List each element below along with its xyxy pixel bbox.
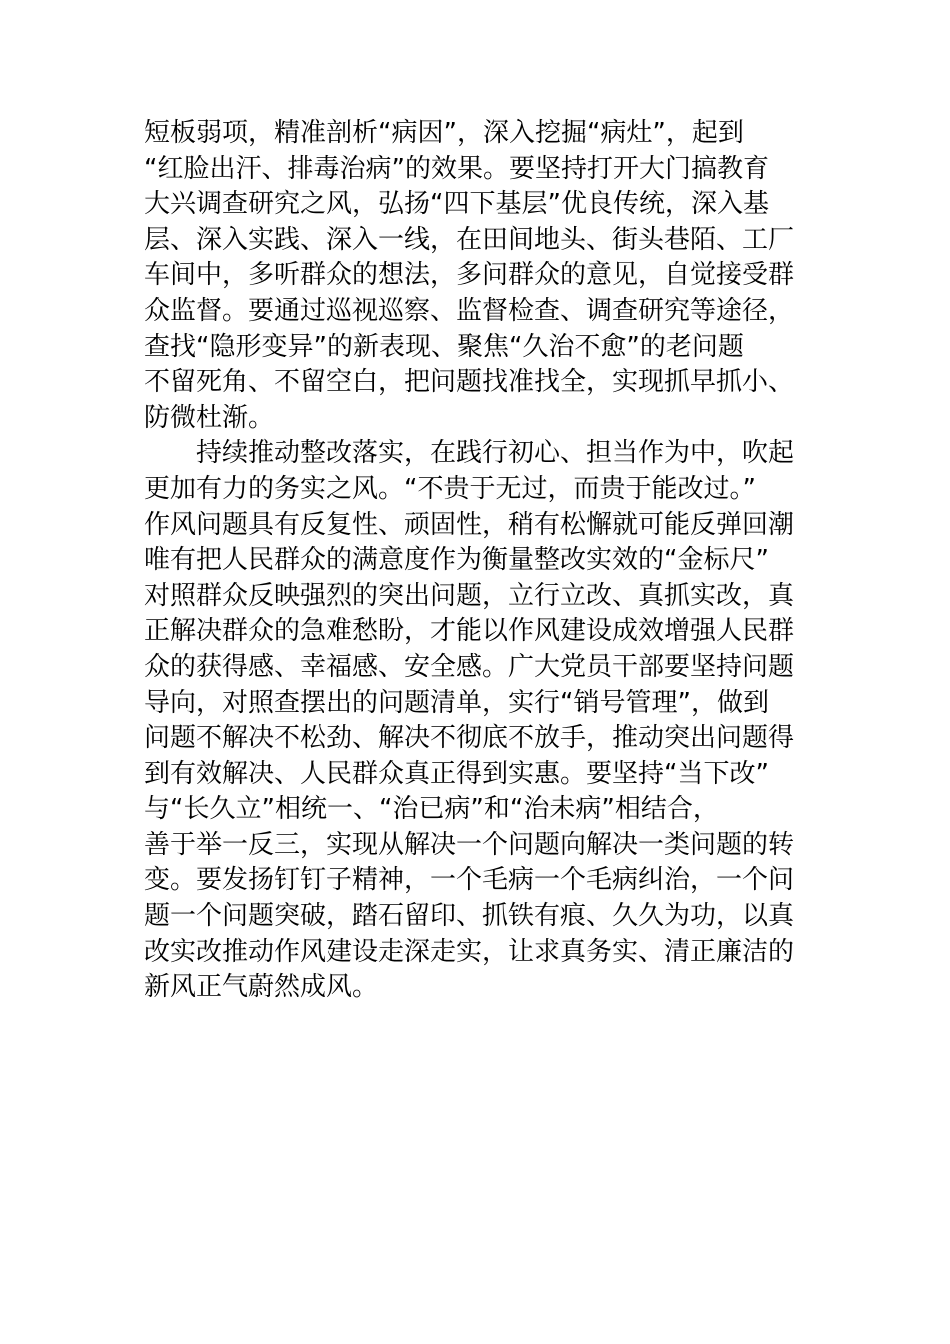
- text-line: 对照群众反映强烈的突出问题，立行立改、真抓实改，真: [144, 580, 795, 611]
- text-line: 问题不解决不松劲、解决不彻底不放手，推动突出问题得: [144, 723, 795, 754]
- text-line: 与“长久立”相统一、“治已病”和“治未病”相结合，: [144, 794, 719, 825]
- text-line: 车间中，多听群众的想法，多问群众的意见，自觉接受群: [144, 260, 795, 291]
- text-line: 防微杜渐。: [144, 402, 275, 433]
- body-text: [144, 116, 808, 1006]
- text-line: 新风正气蔚然成风。: [144, 972, 379, 1003]
- text-line: 不留死角、不留空白，把问题找准找全，实现抓早抓小、: [144, 367, 795, 398]
- text-line: 层、深入实践、深入一线，在田间地头、街头巷陌、工厂: [144, 224, 795, 255]
- text-line: 更加有力的务实之风。“不贵于无过，而贵于能改过。”: [144, 473, 756, 504]
- text-line: 变。要发扬钉钉子精神，一个毛病一个毛病纠治，一个问: [144, 865, 795, 896]
- text-line: 题一个问题突破，踏石留印、抓铁有痕、久久为功，以真: [144, 901, 795, 932]
- text-line: 众的获得感、幸福感、安全感。广大党员干部要坚持问题: [144, 651, 795, 682]
- text-line: 大兴调查研究之风，弘扬“四下基层”优良传统，深入基: [144, 189, 769, 220]
- text-line: “红脸出汗、排毒治病”的效果。要坚持打开大门搞教育: [144, 153, 769, 184]
- text-line: 改实改推动作风建设走深走实，让求真务实、清正廉洁的: [144, 936, 795, 967]
- text-line: 正解决群众的急难愁盼，才能以作风建设成效增强人民群: [144, 616, 795, 647]
- text-line: 众监督。要通过巡视巡察、监督检查、调查研究等途径，: [144, 295, 795, 326]
- text-line: 善于举一反三，实现从解决一个问题向解决一类问题的转: [144, 829, 795, 860]
- text-line: 短板弱项，精准剖析“病因”，深入挖掘“病灶”，起到: [144, 118, 744, 148]
- text-line: 导向，对照查摆出的问题清单，实行“销号管理”，做到: [144, 687, 769, 718]
- text-line: 唯有把人民群众的满意度作为衡量整改实效的“金标尺”: [144, 545, 769, 576]
- text-line: 到有效解决、人民群众真正得到实惠。要坚持“当下改”: [144, 758, 769, 789]
- text-line: 作风问题具有反复性、顽固性，稍有松懈就可能反弹回潮: [144, 509, 795, 540]
- text-line: 查找“隐形变异”的新表现、聚焦“久治不愈”的老问题: [144, 331, 744, 362]
- text-line: 持续推动整改落实，在践行初心、担当作为中，吹起: [144, 438, 795, 469]
